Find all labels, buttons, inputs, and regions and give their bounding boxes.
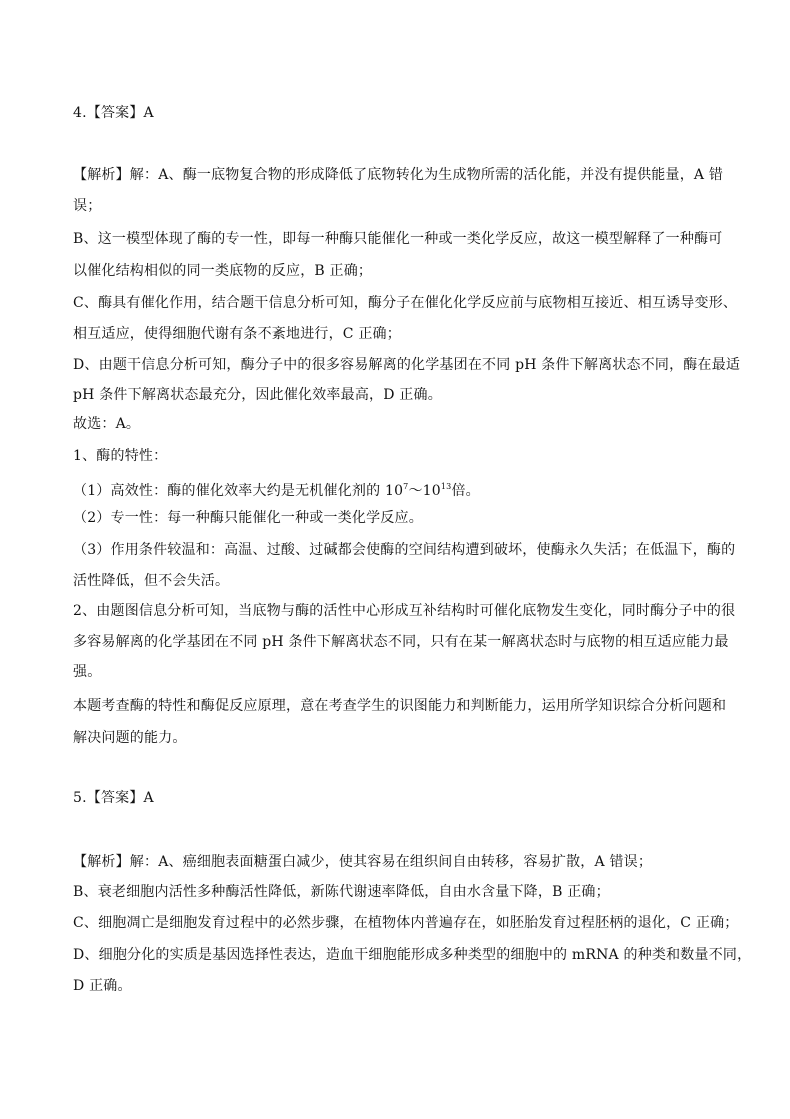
analysis-line: pH 条件下解离状态最充分，因此催化效率最高，D 正确。 — [73, 387, 442, 403]
efficiency-text: （1）高效性：酶的催化效率大约是无机催化剂的 10 — [73, 483, 404, 499]
analysis-line: 【解析】解：A、酶一底物复合物的形成降低了底物转化为生成物所需的活化能，并没有提供能量，A 错 — [73, 167, 724, 183]
analysis-line: D 正确。 — [73, 978, 132, 994]
analysis-line: B、这一模型体现了酶的专一性，即每一种酶只能催化一种或一类化学反应，故这一模型解释了一种酶可 — [73, 231, 723, 247]
exponent-13: 13 — [440, 482, 452, 491]
analysis-line: 【解析】解：A、癌细胞表面糖蛋白减少，使其容易在组织间自由转移，容易扩散，A 错误； — [73, 854, 653, 870]
answer-heading-5: 5.【答案】A — [73, 790, 154, 806]
analysis-line: D、由题干信息分析可知，酶分子中的很多容易解离的化学基团在不同 pH 条件下解离状态不同，酶在最适 — [73, 357, 741, 373]
conditions-line: 活性降低，但不会失活。 — [73, 573, 230, 589]
analysis-line: 误； — [73, 198, 102, 214]
analysis-line: C、酶具有催化作用，结合题干信息分析可知，酶分子在催化化学反应前与底物相互接近、相互诱导变形、 — [73, 295, 738, 311]
figure-analysis-line: 多容易解离的化学基团在不同 pH 条件下解离状态不同，只有在某一解离状态时与底物的相互适应能力最 — [73, 634, 729, 650]
efficiency-line — [73, 477, 480, 501]
exponent-7: 7 — [403, 482, 409, 491]
summary-line: 本题考查酶的特性和酶促反应原理，意在考查学生的识图能力和判断能力，运用所学知识综合分析问题和 — [73, 698, 727, 714]
figure-analysis-line: 强。 — [73, 664, 102, 680]
answer-heading-4: 4.【答案】A — [73, 105, 154, 121]
summary-line: 解决问题的能力。 — [73, 730, 187, 746]
figure-analysis-line: 2、由题图信息分析可知，当底物与酶的活性中心形成互补结构时可催化底物发生变化，同时酶分子中的很 — [73, 603, 736, 619]
conditions-line: （3）作用条件较温和：高温、过酸、过碱都会使酶的空间结构遭到破坏，使酶永久失活；在低温下，酶的 — [73, 542, 736, 558]
analysis-line: D、细胞分化的实质是基因选择性表达，造血干细胞能形成多种类型的细胞中的 mRNA 的种类和数量不同， — [73, 947, 752, 963]
analysis-line: 以催化结构相似的同一类底物的反应，B 正确； — [73, 263, 373, 279]
efficiency-suffix: 倍。 — [451, 483, 480, 499]
section-heading: 1、酶的特性： — [73, 448, 168, 464]
conclusion-line: 故选：A。 — [73, 416, 141, 432]
analysis-line: B、衰老细胞内活性多种酶活性降低，新陈代谢速率降低，自由水含量下降，B 正确； — [73, 884, 610, 900]
analysis-line: C、细胞凋亡是细胞发育过程中的必然步骤，在植物体内普遍存在，如胚胎发育过程胚柄的退化，C 正确； — [73, 915, 739, 931]
efficiency-range: ～10 — [408, 483, 441, 499]
analysis-line: 相互适应，使得细胞代谢有条不紊地进行，C 正确； — [73, 326, 401, 342]
specificity-line: （2）专一性：每一种酶只能催化一种或一类化学反应。 — [73, 510, 423, 526]
